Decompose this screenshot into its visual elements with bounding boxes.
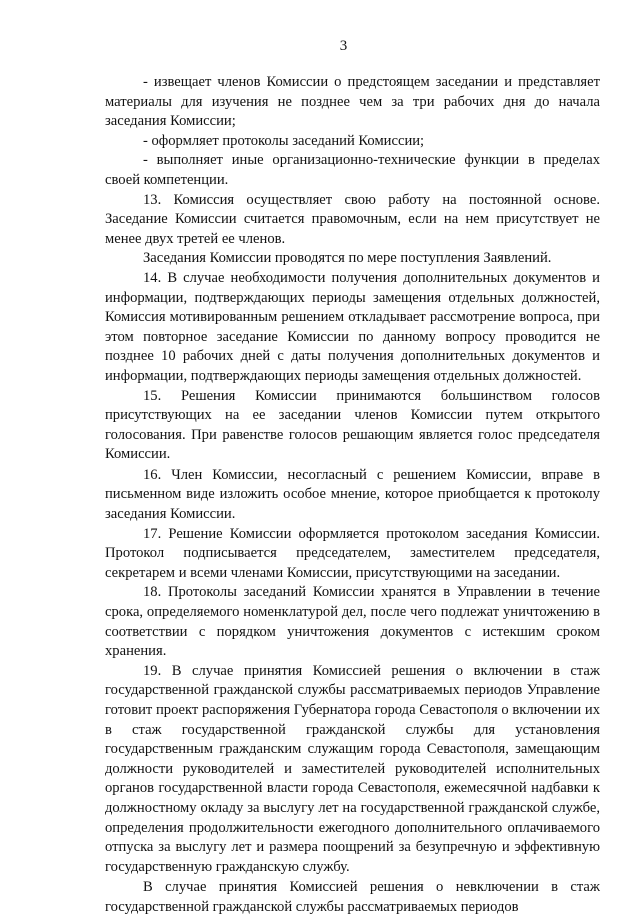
paragraph-16: 16. Член Комиссии, несогласный с решением Комиссии, вправе в письменном виде изложить особое мнение, которое приобщается к протоколу заседания Комиссии. xyxy=(105,466,600,523)
paragraph-notify-members: - извещает членов Комиссии о предстоящем заседании и представляет материалы для изучения не позднее чем за три рабочих дня до начала заседания Комиссии; xyxy=(105,74,600,130)
paragraph-15: 15. Решения Комиссии принимаются большинством голосов присутствующих на ее заседании членов Комиссии путем открытого голосования. При равенстве голосов решающим является голос председателя Комиссии. xyxy=(105,387,600,463)
paragraph-other-functions: - выполняет иные организационно-технические функции в пределах своей компетенции. xyxy=(105,152,600,188)
paragraph-17: 17. Решение Комиссии оформляется протоколом заседания Комиссии. Протокол подписывается председателем, заместителем председателя, секретарем и всеми членами Комиссии, присутствующими на заседании. xyxy=(105,525,600,581)
paragraph-14: 14. В случае необходимости получения дополнительных документов и информации, подтверждающих периоды замещения отдельных должностей, Комиссия мотивированным решением откладывает рассмотрение вопроса, при этом повторное заседание Комиссии по данному вопросу проводится не позднее 10 рабочих дней с даты получения дополнительных документов и информации, подтверждающих периоды замещения отдельных должностей. xyxy=(105,269,600,384)
paragraph-13: 13. Комиссия осуществляет свою работу на постоянной основе. Заседание Комиссии считается правомочным, если на нем присутствует не менее двух третей ее членов. xyxy=(105,191,600,247)
paragraph-sessions: Заседания Комиссии проводятся по мере поступления Заявлений. xyxy=(143,250,552,267)
paragraph-non-inclusion: В случае принятия Комиссией решения о невключении в стаж государственной гражданской службы рассматриваемых периодов xyxy=(105,879,600,915)
paragraph-19: 19. В случае принятия Комиссией решения о включении в стаж государственной гражданской службы рассматриваемых периодов Управление готовит проект распоряжения Губернатора города Севастополя о включении их в стаж государственной гражданской службы для установления государственным гражданским служащим города Севастополя, замещающим должности руководителей и заместителей руководителей исполнительных органов государственной власти города Севастополя, ежемесячной надбавки к должностному окладу за выслугу лет на государственной гражданской службе, определения продолжительности ежегодного дополнительного оплачиваемого отпуска за выслугу лет и размера поощрений за безупречную и эффективную государственную гражданскую службу. xyxy=(105,662,600,875)
paragraph-minutes: - оформляет протоколы заседаний Комиссии; xyxy=(143,132,425,149)
paragraph-18: 18. Протоколы заседаний Комиссии хранятся в Управлении в течение срока, определяемого номенклатурой дел, после чего подлежат уничтожению в соответствии с порядком уничтожения документов с истекшим сроком хранения. xyxy=(105,584,600,660)
page-number: 3 xyxy=(339,38,348,54)
